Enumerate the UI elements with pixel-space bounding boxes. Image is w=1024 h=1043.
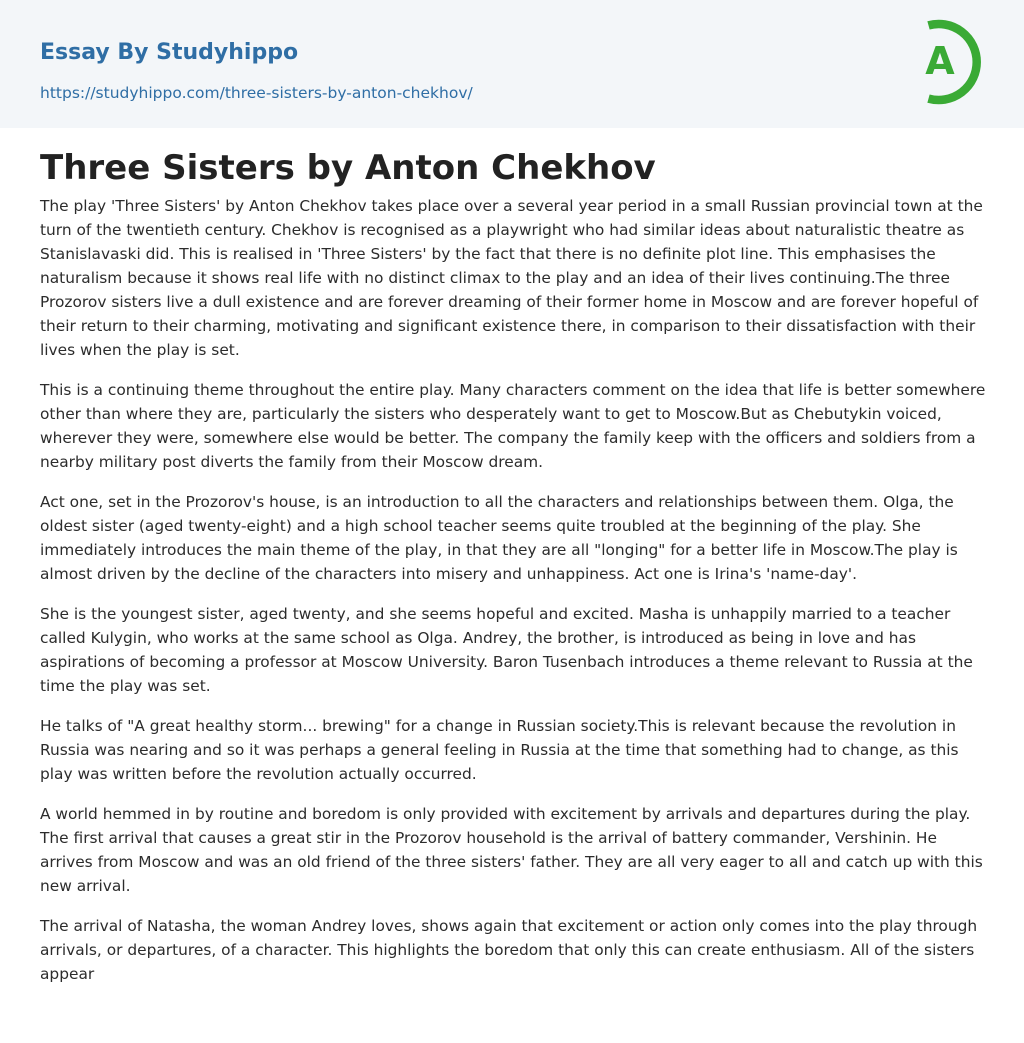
- page-title: Three Sisters by Anton Chekhov: [40, 148, 656, 188]
- essay-body: [40, 194, 986, 1002]
- site-header: [0, 0, 1024, 128]
- studyhippo-logo-icon[interactable]: [902, 16, 990, 108]
- paragraph: This is a continuing theme throughout the entire play. Many characters comment on the idea that life is better somewhere other than where they are, particularly the sisters who desperately want to get to Moscow.But as Chebutykin voiced, wherever they were, somewhere else would be better. The company the family keep with the officers and soldiers from a nearby military post diverts the family from their Moscow dream.: [40, 381, 986, 471]
- paragraph: The arrival of Natasha, the woman Andrey loves, shows again that excitement or action only comes into the play through arrivals, or departures, of a character. This highlights the boredom that only this can create enthusiasm. All of the sisters appear: [40, 917, 978, 983]
- paragraph: Act one, set in the Prozorov's house, is an introduction to all the characters and relationships between them. Olga, the oldest sister (aged twenty-eight) and a high school teacher seems quite troubled at the beginning of the play. She immediately introduces the main theme of the play, in that they are all "longing" for a better life in Moscow.The play is almost driven by the decline of the characters into misery and unhappiness. Act one is Irina's 'name-day'.: [40, 493, 958, 583]
- paragraph: The play 'Three Sisters' by Anton Chekhov takes place over a several year period in a small Russian provincial town at the turn of the twentieth century. Chekhov is recognised as a playwright who had similar ideas about naturalistic theatre as Stanislavaski did. This is realised in 'Three Sisters' by the fact that there is no definite plot line. This emphasises the naturalism because it shows real life with no distinct climax to the play and an idea of their lives continuing.The three Prozorov sisters live a dull existence and are forever dreaming of their former home in Moscow and are forever hopeful of their return to their charming, motivating and significant existence there, in comparison to their dissatisfaction with their lives when the play is set.: [40, 197, 983, 359]
- paragraph: A world hemmed in by routine and boredom is only provided with excitement by arrivals and departures during the play. The first arrival that causes a great stir in the Prozorov household is the arrival of battery commander, Vershinin. He arrives from Moscow and was an old friend of the three sisters' father. They are all very eager to all and catch up with this new arrival.: [40, 805, 983, 895]
- logo-letter: A: [925, 39, 955, 83]
- brand-title: Essay By Studyhippo: [40, 40, 299, 65]
- paragraph: She is the youngest sister, aged twenty, and she seems hopeful and excited. Masha is unhappily married to a teacher called Kulygin, who works at the same school as Olga. Andrey, the brother, is introduced as being in love and has aspirations of becoming a professor at Moscow University. Baron Tusenbach introduces a theme relevant to Russia at the time the play was set.: [40, 605, 973, 695]
- essay-url-link[interactable]: https://studyhippo.com/three-sisters-by-anton-chekhov/: [40, 84, 473, 102]
- paragraph: He talks of "A great healthy storm... brewing" for a change in Russian society.This is relevant because the revolution in Russia was nearing and so it was perhaps a general feeling in Russia at the time that something had to change, as this play was written before the revolution actually occurred.: [40, 717, 959, 783]
